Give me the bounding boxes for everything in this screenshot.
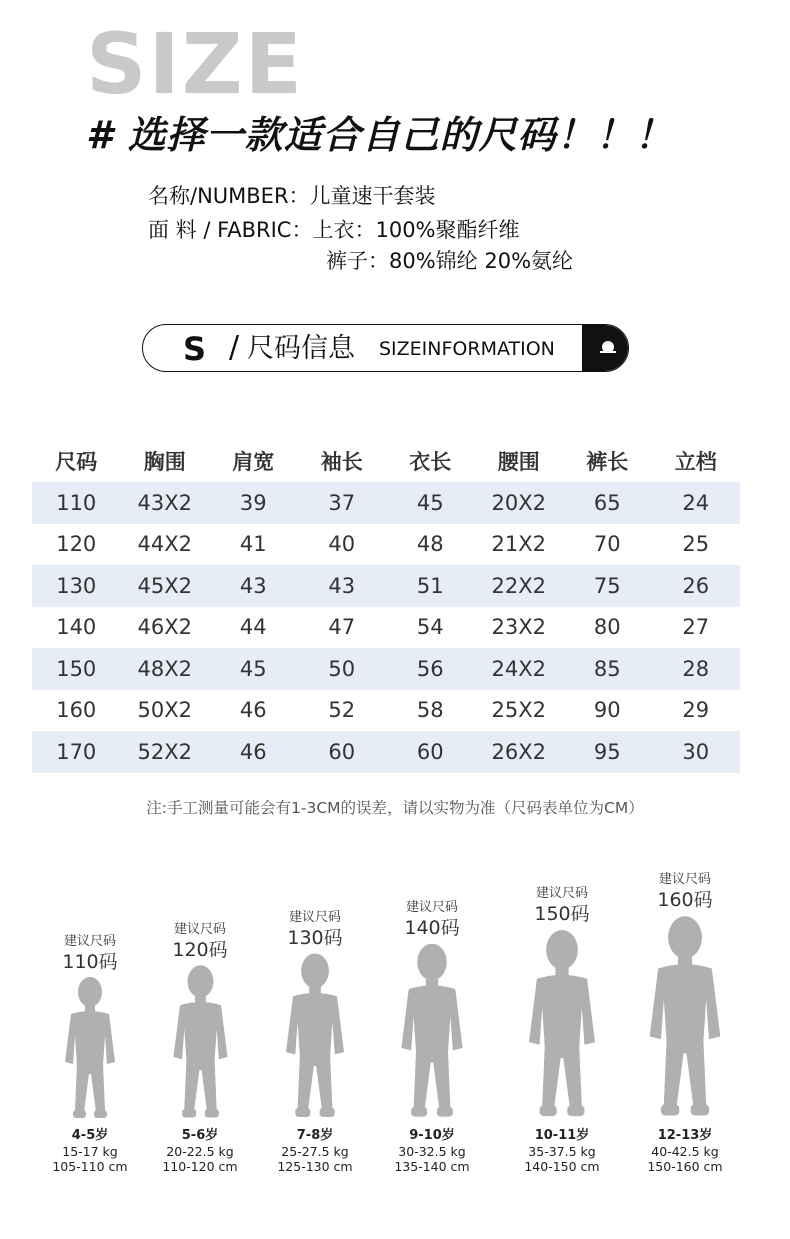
table-cell: 43X2 xyxy=(121,482,210,524)
table-cell: 26 xyxy=(652,565,741,607)
table-cell: 60 xyxy=(386,731,475,773)
header-cell: 胸围 xyxy=(143,450,186,474)
header-cell: 袖长 xyxy=(320,450,363,474)
table-cell: 120 xyxy=(56,532,97,557)
table-cell: 58 xyxy=(416,698,444,723)
table-cell: 45 xyxy=(386,482,475,524)
height-range: 105-110 cm xyxy=(52,1159,128,1174)
table-cell: 25 xyxy=(682,532,710,557)
table-cell: 110 xyxy=(32,482,121,524)
table-cell: 24X2 xyxy=(475,648,564,690)
table-cell: 130 xyxy=(32,565,121,607)
weight-range: 25-27.5 kg xyxy=(281,1144,349,1159)
table-cell: 50X2 xyxy=(137,698,192,723)
table-cell: 43 xyxy=(298,565,387,607)
suggest-size: 130码 xyxy=(287,927,343,949)
suggest-label: 建议尺码 xyxy=(405,900,458,915)
height-range: 140-150 cm xyxy=(524,1159,600,1174)
age-range: 12-13岁 xyxy=(657,1128,713,1143)
child-silhouette-icon xyxy=(59,974,121,1124)
header-cell: 尺码 xyxy=(55,450,98,474)
person-icon xyxy=(602,341,614,353)
banner-cap xyxy=(582,325,628,371)
table-cell: 150 xyxy=(32,648,121,690)
age-range: 9-10岁 xyxy=(409,1128,455,1143)
table-cell: 95 xyxy=(563,731,652,773)
table-row xyxy=(32,648,740,690)
product-name: 名称/NUMBER：儿童速干套装 xyxy=(148,184,436,208)
table-cell: 52 xyxy=(328,698,356,723)
weight-range: 30-32.5 kg xyxy=(398,1144,466,1159)
table-cell: 28 xyxy=(652,648,741,690)
table-cell: 41 xyxy=(239,532,267,557)
weight-range: 35-37.5 kg xyxy=(528,1144,596,1159)
suggest-label: 建议尺码 xyxy=(173,922,226,937)
table-cell: 20X2 xyxy=(475,482,564,524)
suggest-size: 110码 xyxy=(62,951,118,973)
suggest-size: 140码 xyxy=(404,917,460,939)
table-cell: 65 xyxy=(563,482,652,524)
age-range: 4-5岁 xyxy=(71,1128,109,1143)
size-suggestion-figures xyxy=(0,870,790,1230)
table-row xyxy=(32,731,740,773)
table-cell: 46 xyxy=(239,698,267,723)
table-cell: 60 xyxy=(298,731,387,773)
child-silhouette-icon xyxy=(521,926,603,1124)
table-cell: 46X2 xyxy=(137,615,192,640)
banner-en-label: SIZEINFORMATION xyxy=(379,338,555,360)
table-cell: 170 xyxy=(32,731,121,773)
banner-size-letter: S xyxy=(183,330,207,368)
product-fabric: 面 料 / FABRIC：上衣：100%聚酯纤维 xyxy=(148,218,520,242)
measurement-note: 注:手工测量可能会有1-3CM的误差，请以实物为准（尺码表单位为CM） xyxy=(146,799,644,817)
child-silhouette-icon xyxy=(394,940,470,1124)
table-cell: 23X2 xyxy=(491,615,546,640)
table-cell: 44 xyxy=(239,615,267,640)
suggest-label: 建议尺码 xyxy=(288,910,341,925)
table-cell: 25X2 xyxy=(491,698,546,723)
table-cell: 54 xyxy=(416,615,444,640)
table-cell: 56 xyxy=(386,648,475,690)
header-cell: 裤长 xyxy=(586,450,629,474)
suggest-size: 160码 xyxy=(657,889,713,911)
kid-figure xyxy=(620,872,750,1174)
header-cell: 肩宽 xyxy=(232,450,275,474)
table-cell: 48X2 xyxy=(121,648,210,690)
suggest-label: 建议尺码 xyxy=(63,934,116,949)
kid-figure xyxy=(135,922,265,1174)
suggest-label: 建议尺码 xyxy=(658,872,711,887)
table-cell: 44X2 xyxy=(137,532,192,557)
header-cell: 立档 xyxy=(674,450,717,474)
table-cell: 43 xyxy=(209,565,298,607)
header-cell: 腰围 xyxy=(497,450,540,474)
height-range: 150-160 cm xyxy=(647,1159,723,1174)
product-fabric-pants: 裤子：80%锦纶 20%氨纶 xyxy=(326,249,574,273)
table-cell: 85 xyxy=(563,648,652,690)
size-title: SIZE xyxy=(86,15,305,113)
table-row xyxy=(32,565,740,607)
table-cell: 29 xyxy=(682,698,710,723)
weight-range: 20-22.5 kg xyxy=(166,1144,234,1159)
kid-figure xyxy=(250,910,380,1174)
table-header-row xyxy=(32,440,740,482)
table-cell: 80 xyxy=(593,615,621,640)
banner-slash: / xyxy=(229,330,240,365)
table-cell: 26X2 xyxy=(475,731,564,773)
banner-cn-label: 尺码信息 xyxy=(247,333,355,364)
table-cell: 24 xyxy=(652,482,741,524)
header-cell: 衣长 xyxy=(409,450,452,474)
kid-figure xyxy=(497,886,627,1174)
headline: # 选择一款适合自己的尺码！！！ xyxy=(86,113,674,157)
table-row xyxy=(32,690,740,732)
height-range: 135-140 cm xyxy=(394,1159,470,1174)
table-cell: 46 xyxy=(209,731,298,773)
table-cell: 75 xyxy=(563,565,652,607)
height-range: 110-120 cm xyxy=(162,1159,238,1174)
suggest-label: 建议尺码 xyxy=(535,886,588,901)
table-row xyxy=(32,482,740,524)
size-table xyxy=(32,440,740,773)
table-cell: 45X2 xyxy=(121,565,210,607)
table-cell: 21X2 xyxy=(491,532,546,557)
suggest-size: 150码 xyxy=(534,903,590,925)
table-cell: 22X2 xyxy=(475,565,564,607)
age-range: 10-11岁 xyxy=(534,1128,590,1143)
child-silhouette-icon xyxy=(641,912,729,1124)
weight-range: 40-42.5 kg xyxy=(651,1144,719,1159)
suggest-size: 120码 xyxy=(172,939,228,961)
table-cell: 50 xyxy=(298,648,387,690)
age-range: 5-6岁 xyxy=(181,1128,219,1143)
height-range: 125-130 cm xyxy=(277,1159,353,1174)
table-row xyxy=(32,524,740,566)
table-cell: 30 xyxy=(652,731,741,773)
table-cell: 51 xyxy=(386,565,475,607)
table-cell: 27 xyxy=(682,615,710,640)
table-cell: 37 xyxy=(298,482,387,524)
age-range: 7-8岁 xyxy=(296,1128,334,1143)
table-cell: 70 xyxy=(593,532,621,557)
size-info-banner xyxy=(142,324,629,372)
table-cell: 52X2 xyxy=(121,731,210,773)
table-cell: 140 xyxy=(56,615,97,640)
table-cell: 47 xyxy=(328,615,356,640)
kid-figure xyxy=(367,900,497,1174)
child-silhouette-icon xyxy=(167,962,234,1124)
child-silhouette-icon xyxy=(279,950,351,1124)
table-cell: 160 xyxy=(56,698,97,723)
weight-range: 15-17 kg xyxy=(62,1144,118,1159)
table-cell: 39 xyxy=(209,482,298,524)
table-cell: 40 xyxy=(328,532,356,557)
table-row xyxy=(32,607,740,649)
table-cell: 90 xyxy=(593,698,621,723)
table-cell: 48 xyxy=(416,532,444,557)
table-cell: 45 xyxy=(209,648,298,690)
